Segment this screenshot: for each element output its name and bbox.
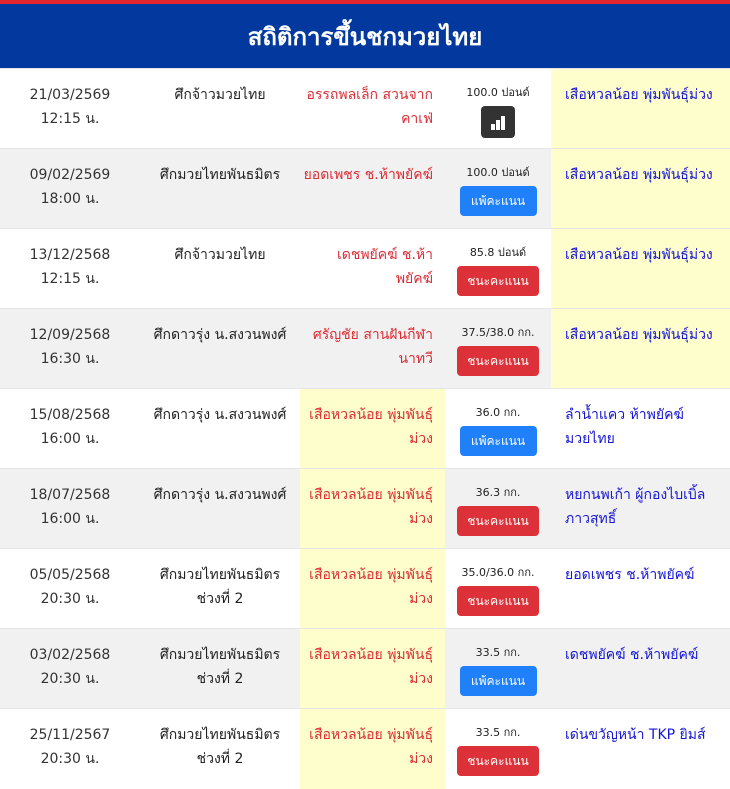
fight-time: 16:00 น. [40,511,100,527]
event-name[interactable]: ศึกมวยไทยพันธมิตร [140,149,300,229]
page-title: สถิติการขึ้นชกมวยไทย [247,22,483,51]
result-badge[interactable]: ชนะคะแนน [457,506,539,536]
blue-corner-boxer[interactable]: หยกนพเก้า ผู้กองไบเบิ้ลภาวสุทธิ์ [551,469,730,549]
fight-date: 15/08/2568 [29,407,111,423]
fight-result-cell [445,469,551,549]
weight-label: 37.5/38.0 กก. [461,326,535,339]
fight-row [0,709,730,789]
fight-result-cell [445,709,551,789]
red-corner-boxer[interactable]: เดชพยัคฆ์ ช.ห้าพยัคฆ์ [300,229,445,309]
result-badge[interactable]: ชนะคะแนน [457,266,539,296]
fight-result-cell [445,149,551,229]
result-badge[interactable]: แพ้คะแนน [460,186,537,216]
fight-time: 18:00 น. [40,191,100,207]
event-name[interactable]: ศึกดาวรุ่ง น.สงวนพงศ์ [140,469,300,549]
red-corner-boxer[interactable]: เสือหวลน้อย พุ่มพันธุ์ม่วง [300,389,445,469]
fight-date: 21/03/2569 [29,87,111,103]
fight-row [0,149,730,229]
fight-date: 18/07/2568 [29,487,111,503]
fight-result-cell [445,69,551,149]
blue-corner-boxer[interactable]: เสือหวลน้อย พุ่มพันธุ์ม่วง [551,309,730,389]
bar-chart-icon[interactable] [481,106,515,138]
fight-date-cell [0,309,140,389]
fight-date-cell [0,549,140,629]
fight-row [0,469,730,549]
fight-time: 16:30 น. [40,351,100,367]
blue-corner-boxer[interactable]: เด่นขวัญหน้า TKP ยิมส์ [551,709,730,789]
fight-date-cell [0,709,140,789]
fight-time: 20:30 น. [40,591,100,607]
page-header [0,0,730,68]
fight-time: 16:00 น. [40,431,100,447]
result-badge[interactable]: ชนะคะแนน [457,586,539,616]
blue-corner-boxer[interactable]: เสือหวลน้อย พุ่มพันธุ์ม่วง [551,229,730,309]
result-badge[interactable]: แพ้คะแนน [460,426,537,456]
event-name[interactable]: ศึกจ้าวมวยไทย [140,229,300,309]
weight-label: 33.5 กก. [475,726,521,739]
blue-corner-boxer[interactable]: ลำน้ำแคว ห้าพยัคฆ์มวยไทย [551,389,730,469]
fight-time: 12:15 น. [40,271,100,287]
fight-date-cell [0,149,140,229]
red-corner-boxer[interactable]: เสือหวลน้อย พุ่มพันธุ์ม่วง [300,629,445,709]
fight-date: 12/09/2568 [29,327,111,343]
red-corner-boxer[interactable]: เสือหวลน้อย พุ่มพันธุ์ม่วง [300,709,445,789]
event-name[interactable]: ศึกดาวรุ่ง น.สงวนพงศ์ [140,389,300,469]
blue-corner-boxer[interactable]: เสือหวลน้อย พุ่มพันธุ์ม่วง [551,69,730,149]
fight-result-cell [445,629,551,709]
fight-row [0,309,730,389]
event-name[interactable]: ศึกมวยไทยพันธมิตร ช่วงที่ 2 [140,549,300,629]
weight-label: 100.0 ปอนด์ [466,86,530,99]
fight-date: 05/05/2568 [29,567,111,583]
fight-row [0,629,730,709]
weight-label: 36.0 กก. [475,406,521,419]
fight-date: 13/12/2568 [29,247,111,263]
fight-row [0,69,730,149]
fight-result-cell [445,549,551,629]
weight-label: 33.5 กก. [475,646,521,659]
fight-result-cell [445,309,551,389]
fight-date: 25/11/2567 [29,727,111,743]
fight-row [0,229,730,309]
result-badge[interactable]: ชนะคะแนน [457,746,539,776]
weight-label: 35.0/36.0 กก. [461,566,535,579]
fight-time: 20:30 น. [40,751,100,767]
blue-corner-boxer[interactable]: เสือหวลน้อย พุ่มพันธุ์ม่วง [551,149,730,229]
result-badge[interactable]: แพ้คะแนน [460,666,537,696]
red-corner-boxer[interactable]: อรรถพลเล็ก สวนจากคาเฟ่ [300,69,445,149]
weight-label: 36.3 กก. [475,486,521,499]
event-name[interactable]: ศึกมวยไทยพันธมิตร ช่วงที่ 2 [140,629,300,709]
event-name[interactable]: ศึกดาวรุ่ง น.สงวนพงศ์ [140,309,300,389]
weight-label: 85.8 ปอนด์ [469,246,527,259]
fight-date: 09/02/2569 [29,167,111,183]
red-corner-boxer[interactable]: เสือหวลน้อย พุ่มพันธุ์ม่วง [300,549,445,629]
blue-corner-boxer[interactable]: ยอดเพชร ช.ห้าพยัคฆ์ [551,549,730,629]
fight-result-cell [445,229,551,309]
fight-result-cell [445,389,551,469]
event-name[interactable]: ศึกจ้าวมวยไทย [140,69,300,149]
fight-row [0,549,730,629]
red-corner-boxer[interactable]: ศรัญชัย สานฝันกีฬานาทวี [300,309,445,389]
fight-date: 03/02/2568 [29,647,111,663]
blue-corner-boxer[interactable]: เดชพยัคฆ์ ช.ห้าพยัคฆ์ [551,629,730,709]
fight-row [0,389,730,469]
fight-date-cell [0,629,140,709]
fight-date-cell [0,389,140,469]
red-corner-boxer[interactable]: เสือหวลน้อย พุ่มพันธุ์ม่วง [300,469,445,549]
fight-time: 20:30 น. [40,671,100,687]
fight-time: 12:15 น. [40,111,100,127]
weight-label: 100.0 ปอนด์ [466,166,530,179]
fight-date-cell [0,69,140,149]
event-name[interactable]: ศึกมวยไทยพันธมิตร ช่วงที่ 2 [140,709,300,789]
fight-date-cell [0,469,140,549]
fight-date-cell [0,229,140,309]
result-badge[interactable]: ชนะคะแนน [457,346,539,376]
red-corner-boxer[interactable]: ยอดเพชร ช.ห้าพยัคฆ์ [300,149,445,229]
fight-stats-table [0,68,730,789]
